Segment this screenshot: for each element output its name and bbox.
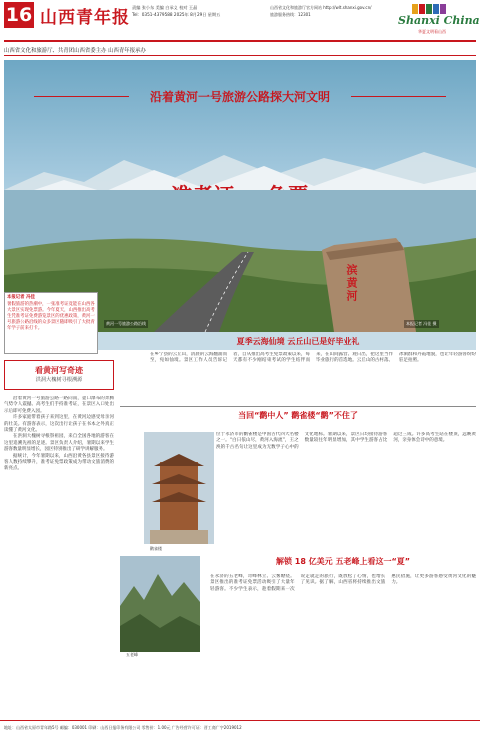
road-sign-text: 滨黄河 [345, 264, 358, 303]
section-divider [120, 406, 476, 407]
sponsor-line: 山西省文化和旅游厅、共青团山西省委主办 山西青年报承办 [4, 48, 146, 54]
intro-byline: 本报记者 冯佳 [7, 295, 35, 300]
shanxi-china-logo: Shanxi China [398, 14, 480, 27]
page-header [0, 0, 480, 34]
intro-box [4, 292, 98, 354]
logo-slogan: 华夏文明看山西 [418, 29, 446, 34]
left-paragraph: 在洪洞大槐树寻根祭祖园，来自全国各地的游客在这里追溯先祖的足迹。景区负责人介绍，暑期以来学生游客数量明显增长，园区特别推出了研学讲解服务。 [4, 434, 114, 453]
date-line: Tel：0351-4379588 2025年 8月29日 星期五 [132, 12, 221, 17]
hotline-line: 旅游服务热线：12301 [270, 12, 311, 17]
section3-body: 在永济的五老峰，奇峰林立、云雾缭绕。景区推出的准考证免票活动吸引了大量年轻游客。不少学生表示，趁着假期来一次说走就走的旅行，既放松了心情，也增长了见识。据了解，山西省将持续推出文旅惠民措施，让更多游客感受黄河文化的魅力。 [210, 574, 476, 592]
section3-header [210, 556, 476, 570]
left-paragraph: 据统计，今年暑期以来，山西沿黄各县景区接待游客人数持续攀升，准考证免票政策成为带动文旅消费的新亮点。 [4, 453, 114, 472]
section3-title: 解锁 18 亿美元 五老峰上看这一“夏” [275, 557, 410, 566]
title-rule-right [351, 96, 446, 97]
left-paragraph: 许多家庭带着孩子来到这里，在黄河边感受母亲河的壮美。有游客表示，这次出行让孩子在书本之外真正读懂了黄河文化。 [4, 415, 114, 434]
header-divider [4, 40, 476, 42]
photo-caption: 黄河一号旅游公路沿线 [106, 321, 146, 326]
section2-body: 位于永济市的鹳雀楼是中国古代四大名楼之一。“白日依山尽，黄河入海流”，王之涣的千古名句让这里成为无数学子心中的文化地标。暑期以来，景区日均接待游客数量较往年明显增加，其中学生游客占比超过三成。许多高考生站在楼顶，远眺黄河，亲身体会诗中的意境。 [216, 432, 476, 450]
left-paragraph: 沿着黄河一号旅游公路一路向南，壶口瀑布的奔腾气势令人震撼。高考生们手持准考证，在景区入口处出示后即可免费入园。 [4, 396, 114, 414]
left-column-title: 看黄河写奇迹 [35, 366, 83, 375]
page-footer: 地址：山西省太原市青年路5号 邮编：030001 印刷：山西日报印务有限公司 零售价：1.00元 广告经营许可证：晋工商广字2019012 [0, 720, 480, 742]
left-column-body [4, 396, 114, 712]
section1-header [120, 336, 476, 350]
newspaper-masthead: 山西青年报 [40, 8, 130, 28]
sponsor-divider [4, 55, 476, 56]
section1-title: 夏季云海仙境 云丘山已是好毕业礼 [236, 337, 360, 346]
tower-caption: 鹳雀楼 [150, 546, 162, 551]
page-number: 16 [5, 4, 33, 26]
feature-section-title: 沿着黄河一号旅游公路探大河文明 [149, 90, 330, 104]
tower-photo [144, 432, 214, 544]
mountain-caption: 五老峰 [126, 652, 138, 657]
section1-body: 在乡宁县的云丘山，清晨的云海翻涌而至，宛如仙境。景区工作人员告诉记者，自从推出高考生免票政策以来，每天都有不少刚结束考试的学生结伴而来，在山间露营、观日出，把这里当作毕业旅行的首选地。云丘山的古村落、冰洞群和丹霞地貌，也让年轻游客纷纷驻足拍照。 [150, 352, 476, 364]
website-line: 山西省文化和旅游厅官方网站 http://wlt.shanxi.gov.cn/ [270, 5, 372, 10]
left-column-title-box [4, 360, 114, 390]
left-column-subtitle: 洪洞大槐树寻根溯源 [35, 377, 83, 383]
section2-title: 当回“鹳中人” 鹳雀楼“鹳”不住了 [238, 411, 358, 420]
section2-header [120, 410, 476, 424]
photo-credit: 本报记者 冯佳 摄 [406, 321, 437, 326]
editor-line: 责编 张小东 美编 白承义 校对 王晶 [132, 5, 198, 10]
intro-text: 暑假旅游的热潮中，一张准考证竟能在山西各大景区实现免票游。今年夏天，山西推出高考生凭准考证免费游览景区的优惠政策，黄河一号旅游公路沿线的众多景区随即吸引了大批青年学子前来打卡。 [7, 302, 95, 332]
mountain-photo [120, 556, 200, 652]
